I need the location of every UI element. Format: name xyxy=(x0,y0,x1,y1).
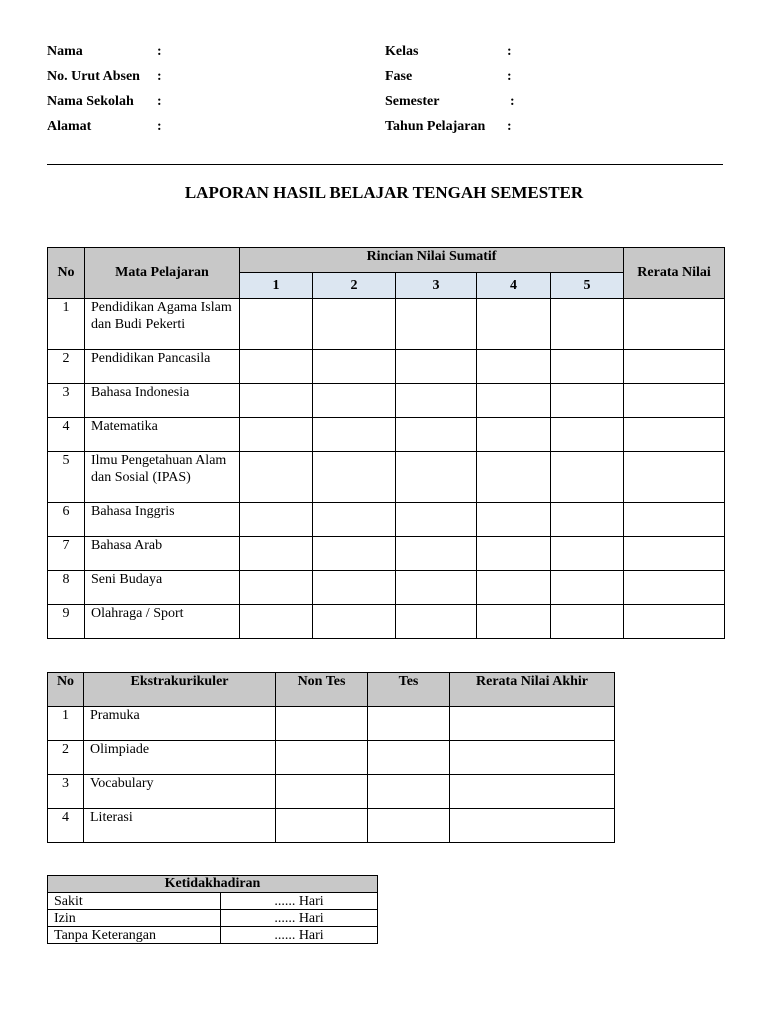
header-sumatif-3: 3 xyxy=(396,273,477,299)
score-cell[interactable] xyxy=(313,503,396,537)
colon-tahun-pelajaran: : xyxy=(507,119,512,134)
score-cell[interactable] xyxy=(477,605,551,639)
header-ekstrakurikuler: Ekstrakurikuler xyxy=(84,673,276,707)
header-mata-pelajaran: Mata Pelajaran xyxy=(85,248,240,299)
score-cell[interactable] xyxy=(477,571,551,605)
subject-name: Bahasa Arab xyxy=(85,537,240,571)
score-cell[interactable] xyxy=(551,299,624,350)
header-divider xyxy=(47,164,723,165)
score-cell[interactable] xyxy=(313,299,396,350)
score-cell[interactable] xyxy=(396,605,477,639)
label-tahun-pelajaran: Tahun Pelajaran xyxy=(385,119,486,134)
average-cell[interactable] xyxy=(624,503,725,537)
table-row xyxy=(48,809,615,843)
colon-no-urut-absen: : xyxy=(157,69,162,84)
table-row xyxy=(48,418,725,452)
header-sumatif-2: 2 xyxy=(313,273,396,299)
header-rerata-nilai-akhir: Rerata Nilai Akhir xyxy=(450,673,615,707)
table-row xyxy=(48,910,378,927)
score-cell[interactable] xyxy=(477,350,551,384)
header-non-tes: Non Tes xyxy=(276,673,368,707)
final-average-cell[interactable] xyxy=(450,741,615,775)
average-cell[interactable] xyxy=(624,418,725,452)
activity-name: Pramuka xyxy=(84,707,276,741)
score-cell[interactable] xyxy=(551,418,624,452)
score-cell[interactable] xyxy=(313,605,396,639)
subject-name: Bahasa Inggris xyxy=(85,503,240,537)
row-number: 4 xyxy=(48,418,85,452)
label-kelas: Kelas xyxy=(385,44,419,59)
absence-value[interactable]: ...... Hari xyxy=(221,910,378,927)
row-number: 1 xyxy=(48,299,85,350)
subject-name: Pendidikan Pancasila xyxy=(85,350,240,384)
row-number: 3 xyxy=(48,384,85,418)
score-cell[interactable] xyxy=(240,418,313,452)
subject-name: Matematika xyxy=(85,418,240,452)
activity-name: Literasi xyxy=(84,809,276,843)
subject-name: Pendidikan Agama Islam dan Budi Pekerti xyxy=(85,299,240,350)
final-average-cell[interactable] xyxy=(450,707,615,741)
table-row xyxy=(48,384,725,418)
table-row xyxy=(48,350,725,384)
colon-nama-sekolah: : xyxy=(157,94,162,109)
score-cell[interactable] xyxy=(477,503,551,537)
score-cell[interactable] xyxy=(551,503,624,537)
table-row xyxy=(48,927,378,944)
score-cell[interactable] xyxy=(396,418,477,452)
subject-name: Ilmu Pengetahuan Alam dan Sosial (IPAS) xyxy=(85,452,240,503)
score-cell[interactable] xyxy=(313,452,396,503)
absence-value[interactable]: ...... Hari xyxy=(221,927,378,944)
absence-label: Izin xyxy=(48,910,221,927)
score-cell[interactable] xyxy=(551,571,624,605)
table-row xyxy=(48,775,615,809)
score-cell[interactable] xyxy=(477,299,551,350)
score-cell[interactable] xyxy=(313,350,396,384)
table-row xyxy=(48,452,725,503)
non-tes-cell[interactable] xyxy=(276,809,368,843)
tes-cell[interactable] xyxy=(368,775,450,809)
row-number: 9 xyxy=(48,605,85,639)
score-cell[interactable] xyxy=(551,384,624,418)
absence-table xyxy=(47,875,378,944)
activity-name: Olimpiade xyxy=(84,741,276,775)
label-semester: Semester xyxy=(385,94,440,109)
final-average-cell[interactable] xyxy=(450,775,615,809)
tes-cell[interactable] xyxy=(368,809,450,843)
header-no: No xyxy=(48,673,84,707)
label-no-urut-absen: No. Urut Absen xyxy=(47,69,140,84)
score-cell[interactable] xyxy=(551,452,624,503)
score-cell[interactable] xyxy=(240,384,313,418)
header-tes: Tes xyxy=(368,673,450,707)
score-cell[interactable] xyxy=(240,571,313,605)
header-rincian-nilai-sumatif: Rincian Nilai Sumatif xyxy=(240,248,624,273)
header-sumatif-1: 1 xyxy=(240,273,313,299)
label-nama-sekolah: Nama Sekolah xyxy=(47,94,134,109)
score-cell[interactable] xyxy=(313,571,396,605)
row-number: 3 xyxy=(48,775,84,809)
score-cell[interactable] xyxy=(551,537,624,571)
score-cell[interactable] xyxy=(313,418,396,452)
colon-alamat: : xyxy=(157,119,162,134)
colon-semester: : xyxy=(510,94,515,109)
subject-name: Bahasa Indonesia xyxy=(85,384,240,418)
score-cell[interactable] xyxy=(240,299,313,350)
page-title: LAPORAN HASIL BELAJAR TENGAH SEMESTER xyxy=(184,183,584,202)
score-cell[interactable] xyxy=(240,350,313,384)
table-row xyxy=(48,741,615,775)
score-cell[interactable] xyxy=(396,452,477,503)
header-no: No xyxy=(48,248,85,299)
score-cell[interactable] xyxy=(551,350,624,384)
row-number: 5 xyxy=(48,452,85,503)
header-sumatif-4: 4 xyxy=(477,273,551,299)
row-number: 2 xyxy=(48,741,84,775)
score-cell[interactable] xyxy=(477,537,551,571)
score-cell[interactable] xyxy=(240,503,313,537)
score-cell[interactable] xyxy=(477,452,551,503)
score-cell[interactable] xyxy=(396,350,477,384)
score-cell[interactable] xyxy=(240,605,313,639)
average-cell[interactable] xyxy=(624,452,725,503)
score-cell[interactable] xyxy=(396,503,477,537)
subject-name: Seni Budaya xyxy=(85,571,240,605)
row-number: 6 xyxy=(48,503,85,537)
row-number: 8 xyxy=(48,571,85,605)
average-cell[interactable] xyxy=(624,571,725,605)
colon-kelas: : xyxy=(507,44,512,59)
activity-name: Vocabulary xyxy=(84,775,276,809)
average-cell[interactable] xyxy=(624,605,725,639)
non-tes-cell[interactable] xyxy=(276,707,368,741)
extracurricular-table xyxy=(47,672,615,843)
header-sumatif-5: 5 xyxy=(551,273,624,299)
score-cell[interactable] xyxy=(396,571,477,605)
score-cell[interactable] xyxy=(396,299,477,350)
average-cell[interactable] xyxy=(624,299,725,350)
average-cell[interactable] xyxy=(624,350,725,384)
table-row xyxy=(48,605,725,639)
score-cell[interactable] xyxy=(240,452,313,503)
table-row xyxy=(48,299,725,350)
table-row xyxy=(48,537,725,571)
colon-fase: : xyxy=(507,69,512,84)
subject-name: Olahraga / Sport xyxy=(85,605,240,639)
table-row xyxy=(48,893,378,910)
row-number: 2 xyxy=(48,350,85,384)
table-row xyxy=(48,503,725,537)
score-cell[interactable] xyxy=(240,537,313,571)
score-cell[interactable] xyxy=(396,537,477,571)
absence-label: Sakit xyxy=(48,893,221,910)
row-number: 1 xyxy=(48,707,84,741)
row-number: 4 xyxy=(48,809,84,843)
non-tes-cell[interactable] xyxy=(276,775,368,809)
label-fase: Fase xyxy=(385,69,413,84)
average-cell[interactable] xyxy=(624,537,725,571)
absence-label: Tanpa Keterangan xyxy=(48,927,221,944)
grades-table xyxy=(47,247,725,639)
tes-cell[interactable] xyxy=(368,707,450,741)
non-tes-cell[interactable] xyxy=(276,741,368,775)
absence-value[interactable]: ...... Hari xyxy=(221,893,378,910)
header-rerata-nilai: Rerata Nilai xyxy=(624,248,725,299)
label-nama: Nama xyxy=(47,44,83,59)
table-row xyxy=(48,707,615,741)
score-cell[interactable] xyxy=(477,384,551,418)
score-cell[interactable] xyxy=(313,384,396,418)
average-cell[interactable] xyxy=(624,384,725,418)
score-cell[interactable] xyxy=(477,418,551,452)
score-cell[interactable] xyxy=(396,384,477,418)
colon-nama: : xyxy=(157,44,162,59)
final-average-cell[interactable] xyxy=(450,809,615,843)
label-alamat: Alamat xyxy=(47,119,92,134)
score-cell[interactable] xyxy=(313,537,396,571)
header-ketidakhadiran: Ketidakhadiran xyxy=(48,876,378,893)
row-number: 7 xyxy=(48,537,85,571)
score-cell[interactable] xyxy=(551,605,624,639)
table-row xyxy=(48,571,725,605)
tes-cell[interactable] xyxy=(368,741,450,775)
